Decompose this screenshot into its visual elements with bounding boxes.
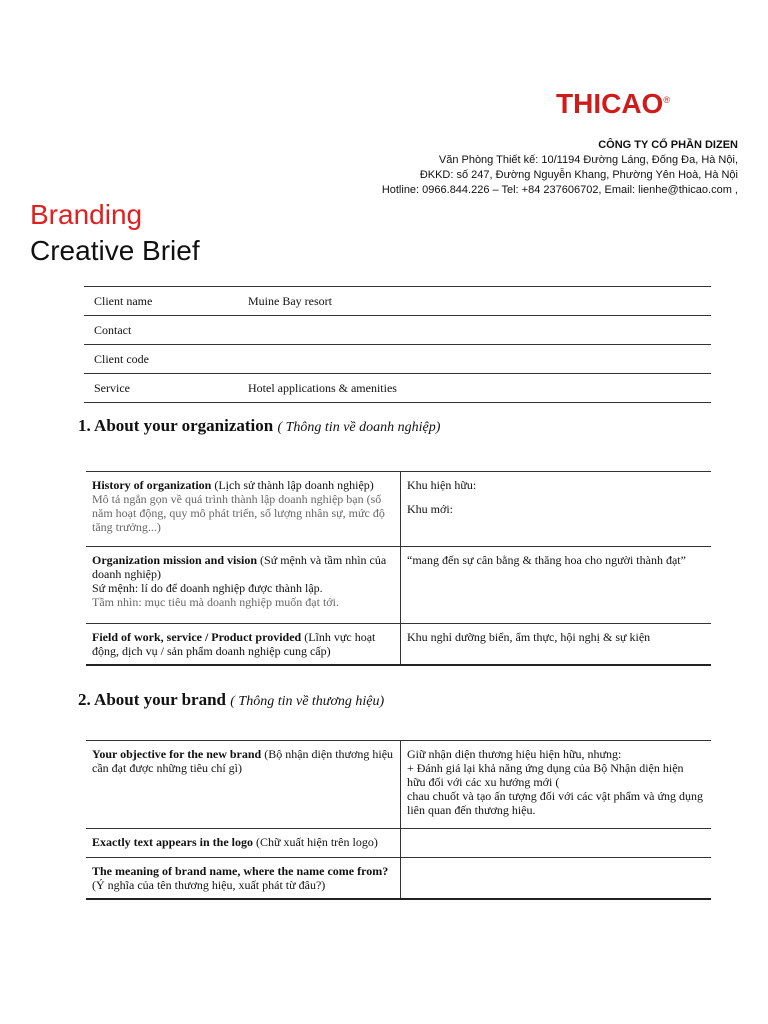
brand-meaning-answer[interactable] [401,858,712,900]
question-subtitle: (Bộ nhận diện thương hiệu cần đạt được những tiêu chí gì) [92,747,394,775]
vision-note: Tầm nhìn: mục tiêu mà doanh nghiệp muốn đạt tới. [92,595,339,609]
answer-line: Giữ nhận diện thương hiệu hiện hữu, nhưng: [407,747,622,761]
client-row [84,345,711,374]
logo-text: THICAO [556,88,664,119]
client-name-value[interactable]: Muine Bay resort [238,287,711,316]
question-title: The meaning of brand name, where the name come from? [92,864,389,878]
answer-line: Khu hiện hữu: [407,478,477,492]
section-organization-heading [78,416,440,436]
company-logo [556,86,670,122]
client-row [84,287,711,316]
logo-text-answer[interactable] [401,829,712,858]
registered-mark: ® [663,95,670,105]
question-subtitle: (Ý nghĩa của tên thương hiệu, xuất phát từ đâu?) [92,878,326,892]
question-title: History of organization [92,478,212,492]
client-code-label: Client code [84,345,238,374]
contact-label: Contact [84,316,238,345]
question-subtitle: (Lịch sử thành lập doanh nghiệp) [211,478,374,492]
mission-answer[interactable] [401,547,712,624]
title-branding: Branding [30,199,143,230]
question-subtitle: (Lĩnh vực hoạt động, dịch vụ / sản phẩm doanh nghiệp cung cấp) [92,630,376,658]
question-title: Organization mission and vision [92,553,258,567]
service-label: Service [84,374,238,403]
company-info [382,138,738,198]
client-code-value[interactable] [238,345,711,374]
question-title: Your objective for the new brand [92,747,262,761]
client-table [84,286,711,403]
answer-line: “mang đến sự cân bằng & thăng hoa cho người thành đạt” [407,553,686,567]
organization-table [86,471,711,666]
client-name-label: Client name [84,287,238,316]
table-row [86,741,711,829]
field-question [86,624,401,666]
section-heading-text: 2. About your brand [78,690,227,709]
mission-question [86,547,401,624]
table-row [86,547,711,624]
objective-question [86,741,401,829]
answer-line: chau chuốt và tạo ấn tượng đối với các vật phẩm và ứng dụng liên quan đến thương hiệu. [407,789,703,817]
company-contact: Hotline: 0966.844.226 – Tel: +84 237606702, Email: lienhe@thicao.com , [381,184,738,196]
section-brand-heading [78,690,384,710]
client-row [84,316,711,345]
brand-meaning-question [86,858,401,900]
service-value[interactable]: Hotel applications & amenities [238,374,711,403]
field-answer[interactable] [401,624,712,666]
contact-value[interactable] [238,316,711,345]
answer-line: + Đánh giá lại khả năng ứng dụng của Bộ Nhận diện hiện hữu đối với các xu hướng mới ( [407,761,684,789]
company-name: CÔNG TY CỔ PHẦN DIZEN [598,139,738,151]
question-title: Exactly text appears in the logo [92,835,253,849]
section-heading-text: 1. About your organization [78,416,274,435]
question-subtitle: (Sứ mệnh và tầm nhìn của doanh nghiệp) [92,553,387,581]
brand-table [86,740,711,900]
table-row [86,624,711,666]
objective-answer[interactable] [401,741,712,829]
table-row [86,858,711,900]
table-row [86,829,711,858]
company-office: Văn Phòng Thiết kế: 10/1194 Đường Láng, Đống Đa, Hà Nội, [438,154,738,166]
company-registration: ĐKKD: số 247, Đường Nguyễn Khang, Phường Yên Hoà, Hà Nội [419,169,738,181]
title-creative-brief: Creative Brief [30,235,200,266]
question-hint: Mô tả ngắn gọn về quá trình thành lập doanh nghiệp bạn (số năm hoạt động, quy mô phát triển, số lượng nhân sự, mức độ tăng trưởng...) [92,492,385,534]
client-row [84,374,711,403]
logo-text-question [86,829,401,858]
mission-note: Sứ mệnh: lí do để doanh nghiệp được thành lập. [92,581,323,595]
answer-line: Khu mới: [407,502,454,516]
history-question [86,472,401,547]
section-subheading: ( Thông tin về doanh nghiệp) [277,420,441,435]
answer-line: Khu nghỉ dưỡng biển, ẩm thực, hội nghị & sự kiện [407,630,651,644]
history-answer[interactable] [401,472,712,547]
question-subtitle: (Chữ xuất hiện trên logo) [253,835,378,849]
question-title: Field of work, service / Product provided [92,630,302,644]
section-subheading: ( Thông tin về thương hiệu) [230,694,385,709]
table-row [86,472,711,547]
